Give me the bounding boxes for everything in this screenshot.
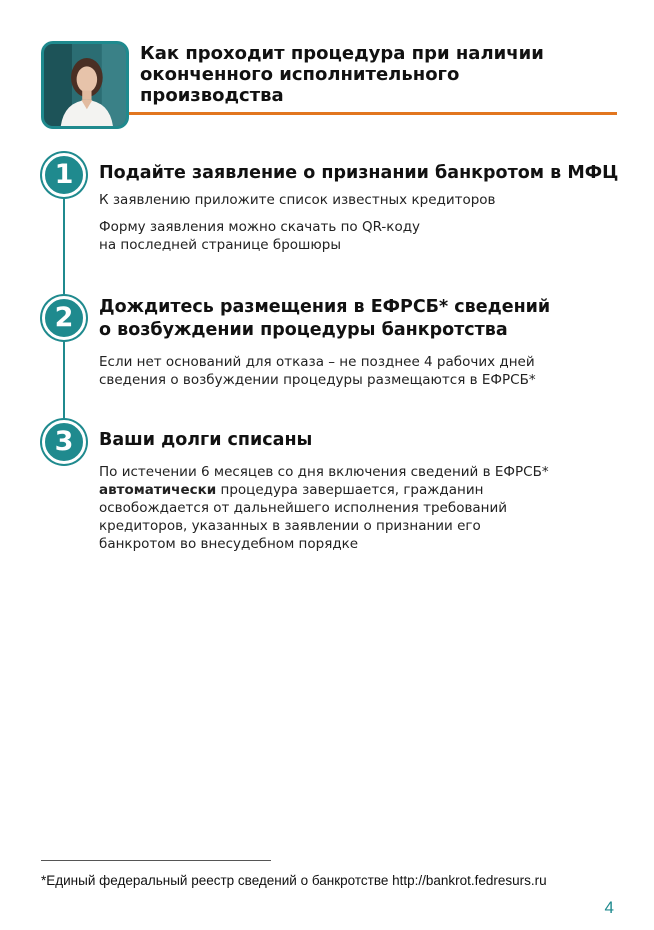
text-line: банкротом во внесудебном порядке (99, 536, 359, 552)
text-line: К заявлению приложите список известных кредиторов (99, 192, 496, 208)
header-divider (129, 112, 617, 115)
step-1-title (99, 162, 629, 185)
text-line: кредиторов, указанных в заявлении о признании его (99, 518, 481, 534)
title-line: производства (140, 85, 284, 106)
step-title-line: Ваши долги списаны (99, 430, 313, 450)
page-number: 4 (604, 898, 614, 917)
emphasis-text: автоматически (99, 482, 217, 498)
text-line: освобождается от дальнейшего исполнения требований (99, 500, 508, 516)
step-title-line: Дождитесь размещения в ЕФРСБ* сведений (99, 297, 551, 317)
step-3-text (99, 463, 619, 553)
footnote: *Единый федеральный реестр сведений о банкротстве http://bankrot.fedresurs.ru (41, 873, 547, 888)
step-2-text (99, 353, 619, 398)
text-line: По истечении 6 месяцев со дня включения сведений в ЕФРСБ* (99, 464, 549, 480)
text-fragment: процедура завершается, гражданин (216, 482, 484, 498)
step-paragraph (99, 191, 619, 209)
title-line: Как проходит процедура при наличии (140, 43, 544, 64)
step-3-title (99, 429, 629, 452)
step-2-number: 2 (42, 296, 86, 340)
step-1-number: 1 (42, 153, 86, 197)
step-title-line: Подайте заявление о признании банкротом в МФЦ (99, 163, 619, 183)
text-line: Форму заявления можно скачать по QR-коду (99, 219, 421, 235)
step-2-title (99, 296, 629, 342)
text-line: на последней странице брошюры (99, 237, 341, 253)
step-title-line: о возбуждении процедуры банкротства (99, 320, 508, 340)
header-photo (41, 41, 129, 129)
title-line: оконченного исполнительного (140, 64, 460, 85)
page-title (140, 43, 600, 106)
step-3-number: 3 (42, 420, 86, 464)
step-paragraph (99, 218, 619, 254)
text-line (99, 481, 619, 499)
woman-portrait-image (44, 44, 126, 126)
text-line: сведения о возбуждении процедуры размещаются в ЕФРСБ* (99, 372, 536, 388)
footnote-divider (41, 860, 271, 861)
step-1-text (99, 191, 619, 263)
step-paragraph (99, 353, 619, 389)
text-line: Если нет оснований для отказа – не позднее 4 рабочих дней (99, 354, 535, 370)
